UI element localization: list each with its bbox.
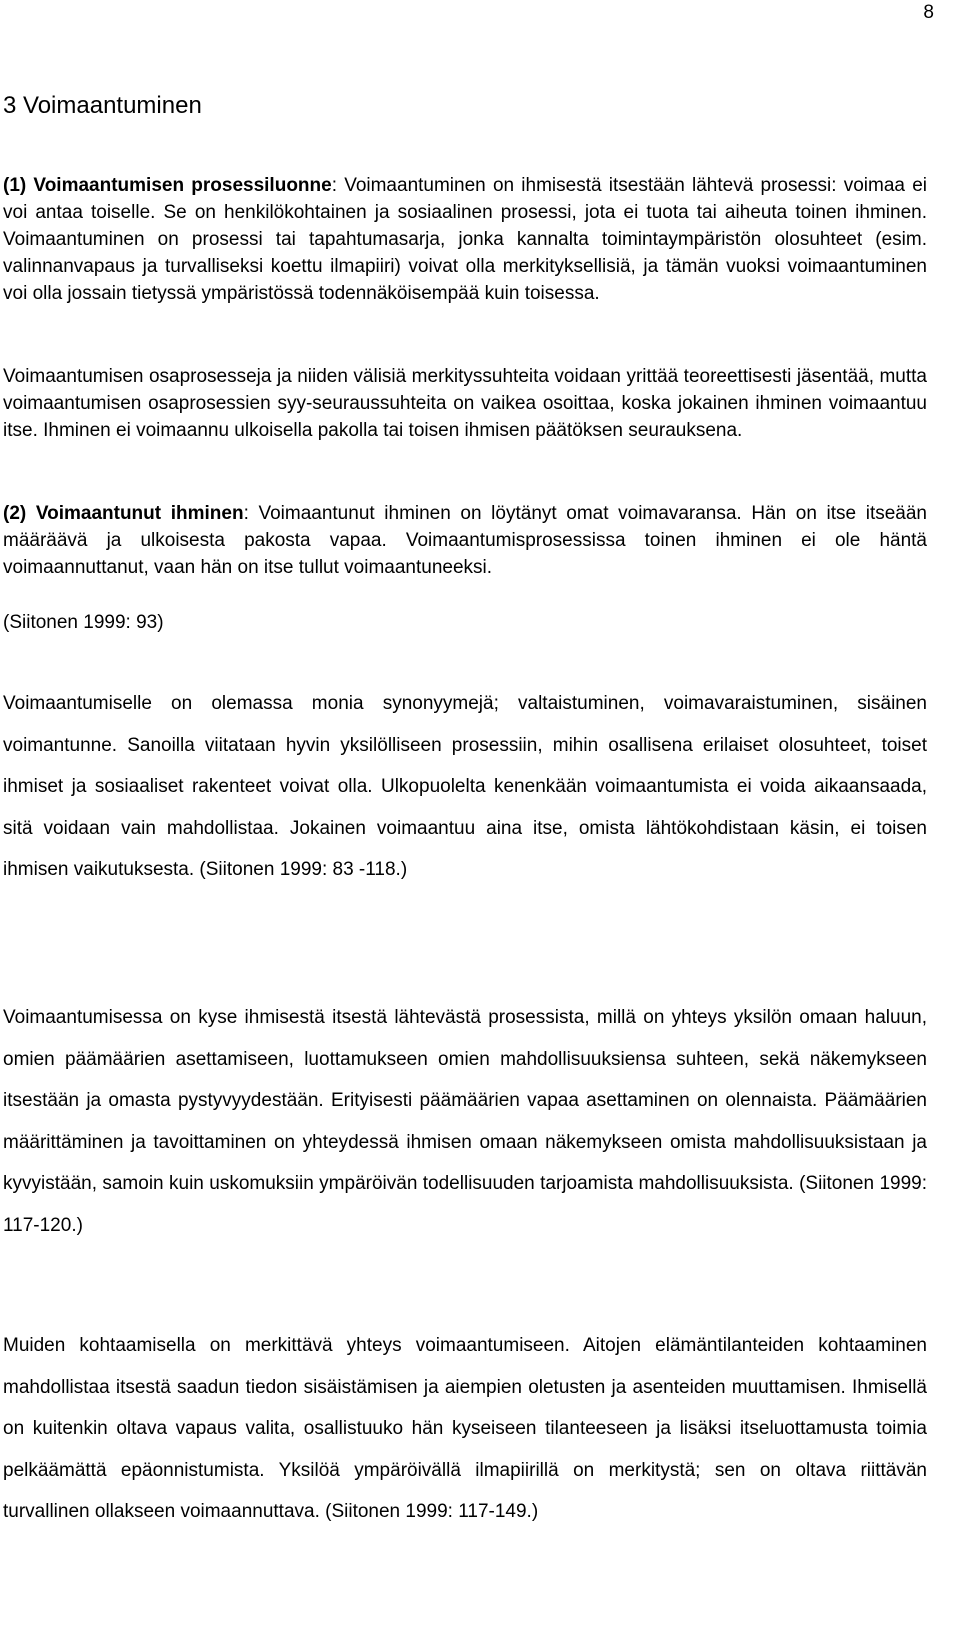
definition-2-term: (2) Voimaantunut ihminen [3,503,244,524]
definition-1 [3,172,927,307]
section-heading: 3 Voimaantuminen [3,92,202,119]
paragraph-subprocesses: Voimaantumisen osaprosesseja ja niiden välisiä merkityssuhteita voidaan yrittää teoreettisesti jäsentää, mutta voimaantumisen osaprosessien syy-seuraussuhteita on vaikea osoittaa, koska jokainen ihminen voimaantuu itse. Ihminen ei voimaannu ulkoisella pakolla tai toisen ihmisen päätöksen seurauksena. [3,366,927,441]
page-number: 8 [923,2,934,23]
paragraph-synonyms: Voimaantumiselle on olemassa monia synonyymejä; valtaistuminen, voimavaraistuminen, sisäinen voimantunne. Sanoilla viitataan hyvin yksilölliseen prosessiin, mihin osallisena erilaiset olosuhteet, toiset ihmiset ja sosiaaliset rakenteet voivat olla. Ulkopuolelta kenenkään voimaantumista ei voida aikaansaada, sitä voidaan vain mahdollistaa. Jokainen voimaantuu aina itse, omista lähtökohdistaan käsin, ei toisen ihmisen vaikutuksesta. (Siitonen 1999: 83 -118.) [3,693,927,880]
definition-2 [3,500,927,581]
definition-1-text: : Voimaantuminen on ihmisestä itsestään lähtevä prosessi: voimaa ei voi antaa toiselle. Se on henkilökohtainen ja sosiaalinen prosessi, jota ei tuota tai aiheuta toinen ihminen. Voimaantuminen on prosessi tai tapahtumasarja, jonka kannalta toimintaympäristön olosuhteet (esim. valinnanvapaus ja turvalliseksi koettu ilmapiiri) voivat olla merkityksellisiä, ja tämän vuoksi voimaantuminen voi olla jossain tietyssä ympäristössä todennäköisempää kuin toisessa. [3,175,927,304]
definition-2-text: : Voimaantunut ihminen on löytänyt omat voimavaransa. Hän on itse itseään määräävä ja ulkoisesta pakosta vapaa. Voimaantumisprosessissa toinen ihminen ei ole häntä voimaannuttanut, vaan hän on itse tullut voimaantuneeksi. [3,503,927,578]
paragraph-encounters: Muiden kohtaamisella on merkittävä yhteys voimaantumiseen. Aitojen elämäntilanteiden kohtaaminen mahdollistaa itsestä saadun tiedon sisäistämisen ja aiempien oletusten ja asenteiden muuttamisen. Ihmisellä on kuitenkin oltava vapaus valita, osallistuuko hän kyseiseen tilanteeseen ja lisäksi itseluottamusta toimia pelkäämättä epäonnistumista. Yksilöä ympäröivällä ilmapiirillä on merkitystä; sen on oltava riittävän turvallinen ollakseen voimaannuttava. (Siitonen 1999: 117-149.) [3,1335,927,1522]
definition-1-term: (1) Voimaantumisen prosessiluonne [3,175,332,196]
paragraph-self-initiated: Voimaantumisessa on kyse ihmisestä itsestä lähtevästä prosessista, millä on yhteys yksilön omaan haluun, omien päämäärien asettamiseen, luottamukseen omien mahdollisuuksiensa suhteen, sekä näkemykseen itsestään ja omasta pystyvyydestään. Erityisesti päämäärien vapaa asettaminen on olennaista. Päämäärien määrittäminen ja tavoittaminen on yhteydessä ihmisen omaan näkemykseen omista mahdollisuuksistaan ja kyvyistään, samoin kuin uskomuksiin ympäröivän todellisuuden tarjoamista mahdollisuuksista. (Siitonen 1999: 117-120.) [3,1007,927,1236]
citation: (Siitonen 1999: 93) [3,612,164,633]
